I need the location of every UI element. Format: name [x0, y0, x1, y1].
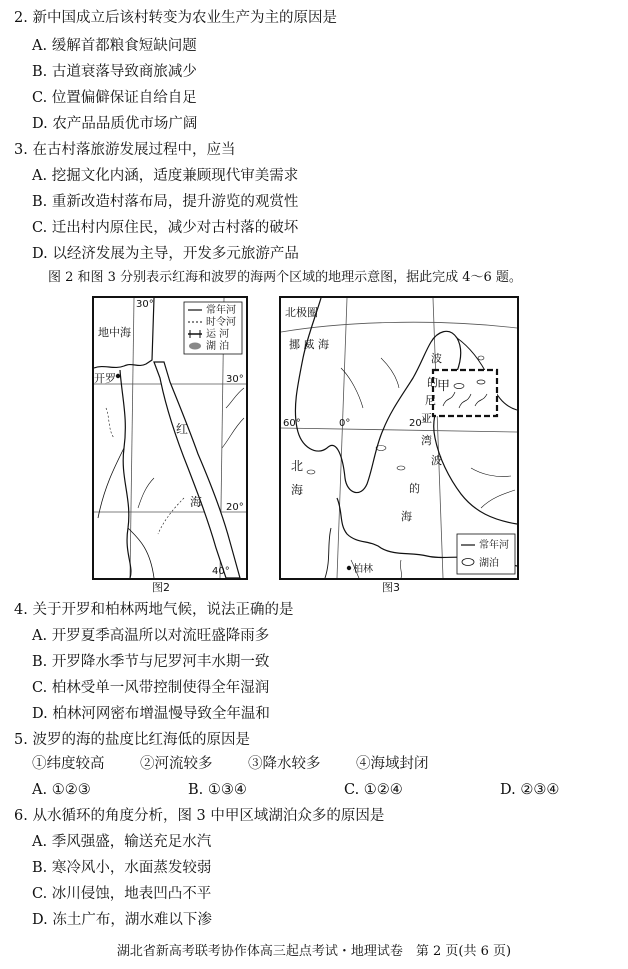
q6-option-b: B. 寒冷风小，水面蒸发较弱 — [32, 860, 212, 876]
q4-option-b: B. 开罗降水季节与尼罗河丰水期一致 — [32, 654, 270, 670]
q5-option-a: A. ①②③ — [32, 782, 91, 798]
figure-caption: 图 2 和图 3 分别表示红海和波罗的海两个区域的地理示意图，据此完成 4～6 题。 — [48, 270, 522, 285]
page-footer: 湖北省新高考联考协作体高三起点考试・地理试卷 第 2 页(共 6 页) — [116, 944, 512, 959]
fig2-legend-canal: 运 河 — [206, 329, 230, 340]
q5-item-2: ②河流较多 — [140, 756, 213, 772]
fig3-region-jia-label: 甲 — [437, 379, 451, 394]
fig3-legend-lake: 湖泊 — [479, 558, 499, 569]
figure-3-baltic-map — [279, 296, 519, 580]
q3-option-d: D. 以经济发展为主导，开发多元旅游产品 — [32, 246, 299, 262]
q2-option-b: B. 古道衰落导致商旅减少 — [32, 64, 197, 80]
fig3-legend-river: 常年河 — [479, 540, 509, 551]
q3-option-c: C. 迁出村内原住民，减少对古村落的破坏 — [32, 220, 299, 236]
fig2-red-label: 红 — [176, 422, 189, 436]
fig3-baltic-char-1: 波 — [431, 454, 442, 467]
q5-item-3: ③降水较多 — [248, 756, 321, 772]
fig3-berlin-label: 柏林 — [353, 564, 373, 575]
fig3-baltic-char-2: 的 — [409, 482, 420, 495]
fig3-norwegian-sea-label: 挪 威 海 — [289, 338, 329, 351]
fig2-legend-lake: 湖 泊 — [206, 341, 230, 352]
fig3-bay-char-3: 尼 — [425, 394, 436, 407]
fig3-bay-char-4: 亚 — [421, 412, 432, 425]
q3-stem: 3. 在古村落旅游发展过程中，应当 — [14, 142, 236, 158]
fig3-lon20-label: 20° — [409, 418, 427, 429]
fig3-lon0-label: 0° — [339, 418, 351, 429]
q5-item-4: ④海域封闭 — [356, 756, 429, 772]
q6-option-c: C. 冰川侵蚀，地表凹凸不平 — [32, 886, 212, 902]
q5-option-b: B. ①③④ — [188, 782, 247, 798]
q5-option-d: D. ②③④ — [500, 782, 560, 798]
fig2-mediterranean-label: 地中海 — [98, 326, 131, 339]
q5-stem: 5. 波罗的海的盐度比红海低的原因是 — [14, 732, 250, 748]
fig2-lat20-label: 20° — [226, 502, 244, 513]
fig2-sea-label: 海 — [190, 495, 203, 509]
figure-2-red-sea-map — [92, 296, 248, 580]
q4-stem: 4. 关于开罗和柏林两地气候，说法正确的是 — [14, 602, 294, 618]
q4-option-c: C. 柏林受单一风带控制使得全年湿润 — [32, 680, 270, 696]
q2-stem: 2. 新中国成立后该村转变为农业生产为主的原因是 — [14, 10, 337, 26]
q6-option-d: D. 冻土广布，湖水难以下渗 — [32, 912, 212, 928]
q3-option-a: A. 挖掘文化内涵，适度兼顾现代审美需求 — [32, 168, 299, 184]
figure-3-label: 图3 — [382, 581, 400, 594]
fig2-cairo-label: 开罗 — [94, 372, 116, 385]
fig3-lat60-label: 60° — [283, 418, 301, 429]
fig2-legend-river: 常年河 — [206, 305, 236, 316]
fig3-bay-char-5: 湾 — [421, 434, 432, 447]
fig2-lon40-label: 40° — [212, 566, 230, 577]
q4-option-d: D. 柏林河网密布增温慢导致全年温和 — [32, 706, 270, 722]
fig3-bay-char-1: 波 — [431, 352, 442, 365]
q3-option-b: B. 重新改造村落布局，提升游览的观赏性 — [32, 194, 299, 210]
fig3-north-label: 北 — [291, 459, 304, 473]
fig3-sea-label: 海 — [291, 483, 304, 497]
fig3-bay-char-2: 的 — [427, 376, 438, 389]
fig2-legend-seasonal-river: 时令河 — [206, 317, 236, 328]
q2-option-d: D. 农产品品质优市场广阔 — [32, 116, 198, 132]
q4-option-a: A. 开罗夏季高温所以对流旺盛降雨多 — [32, 628, 270, 644]
q5-option-c: C. ①②④ — [344, 782, 403, 798]
q5-item-1: ①纬度较高 — [32, 756, 105, 772]
q6-option-a: A. 季风强盛，输送充足水汽 — [32, 834, 212, 850]
fig3-baltic-char-3: 海 — [401, 510, 412, 523]
fig2-lon30-label: 30° — [136, 299, 154, 310]
q2-option-a: A. 缓解首都粮食短缺问题 — [32, 38, 197, 54]
fig2-lat30-label: 30° — [226, 374, 244, 385]
figure-2-label: 图2 — [152, 581, 170, 594]
q6-stem: 6. 从水循环的角度分析，图 3 中甲区域湖泊众多的原因是 — [14, 808, 385, 824]
q2-option-c: C. 位置偏僻保证自给自足 — [32, 90, 197, 106]
fig3-arctic-circle-label: 北极圈 — [285, 306, 318, 319]
